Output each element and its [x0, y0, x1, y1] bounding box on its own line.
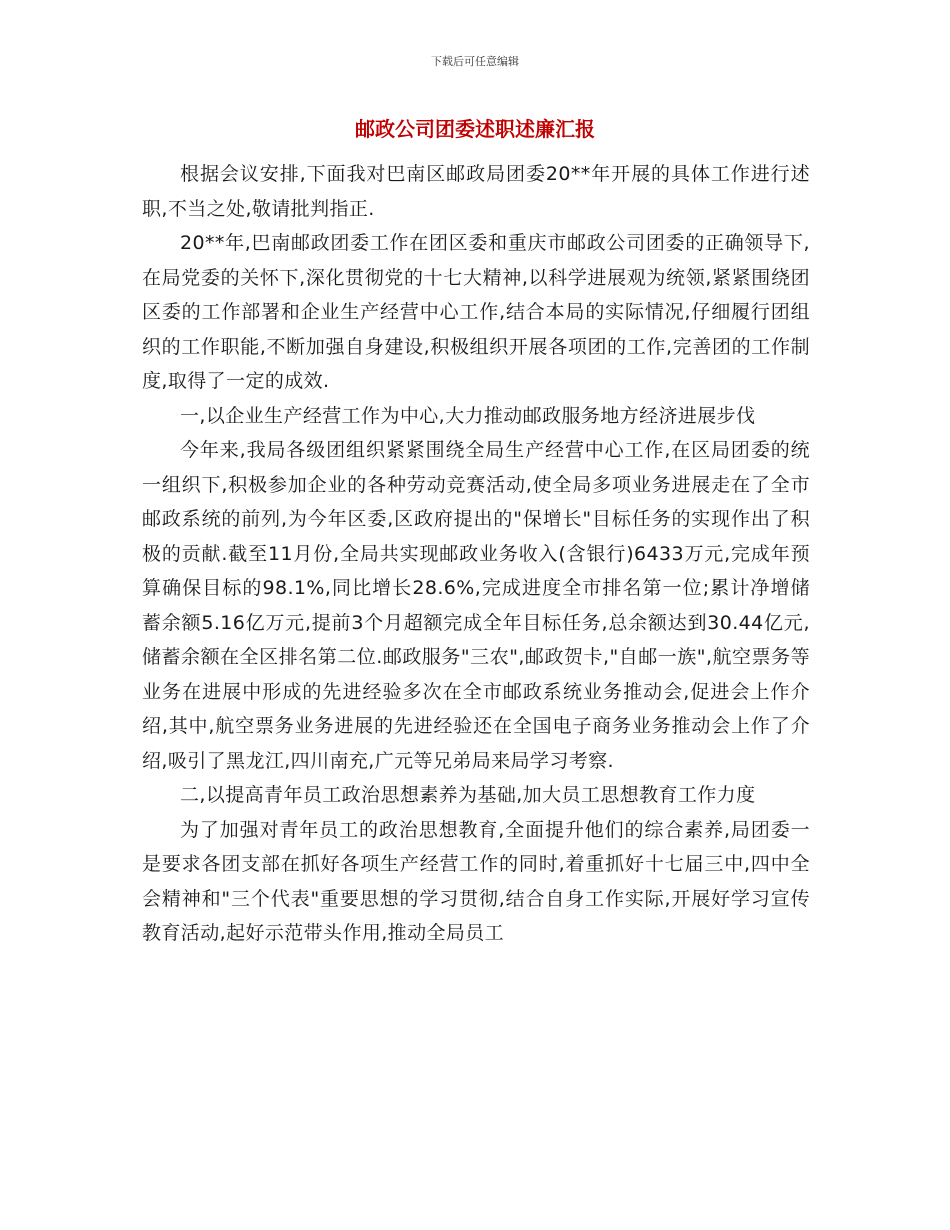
paragraph-overview: 20**年,巴南邮政团委工作在团区委和重庆市邮政公司团委的正确领导下,在局党委的关怀下,深化贯彻党的十七大精神,以科学进展观为统领,紧紧围绕团区委的工作部署和企业生产经营中心工作,结合本局的实际情况,仔细履行团组织的工作职能,不断加强自身建设,积极组织开展各项团的工作,完善团的工作制度,取得了一定的成效. [142, 232, 810, 392]
paragraph-intro: 根据会议安排,下面我对巴南区邮政局团委20**年开展的具体工作进行述职,不当之处,敬请批判指正. [142, 163, 810, 220]
document-title: 邮政公司团委述职述廉汇报 [355, 117, 595, 141]
section-heading-2: 二,以提高青年员工政治思想素养为基础,加大员工思想教育工作力度 [180, 784, 756, 806]
page-header-note: 下载后可任意编辑 [431, 55, 519, 68]
paragraph-section-1: 今年来,我局各级团组织紧紧围绕全局生产经营中心工作,在区局团委的统一组织下,积极参加企业的各种劳动竞赛活动,使全局多项业务进展走在了全市邮政系统的前列,为今年区委,区政府提出的"保增长"目标任务的实现作出了积极的贡献.截至11月份,全局共实现邮政业务收入(含银行)6433万元,完成年预算确保目标的98.1%,同比增长28.6%,完成进度全市排名第一位;累计净增储蓄余额5.16亿万元,提前3个月超额完成全年目标任务,总余额达到30.44亿元,储蓄余额在全区排名第二位.邮政服务"三农",邮政贺卡,"自邮一族",航空票务等业务在进展中形成的先进经验多次在全市邮政系统业务推动会,促进会上作介绍,其中,航空票务业务进展的先进经验还在全国电子商务业务推动会上作了介绍,吸引了黑龙江,四川南充,广元等兄弟局来局学习考察. [142, 439, 810, 772]
section-heading-1: 一,以企业生产经营工作为中心,大力推动邮政服务地方经济进展步伐 [180, 404, 756, 427]
paragraph-section-2: 为了加强对青年员工的政治思想教育,全面提升他们的综合素养,局团委一是要求各团支部在抓好各项生产经营工作的同时,着重抓好十七届三中,四中全会精神和"三个代表"重要思想的学习贯彻,结合自身工作实际,开展好学习宣传教育活动,起好示范带头作用,推动全局员工 [142, 818, 810, 944]
document-body [142, 157, 810, 951]
